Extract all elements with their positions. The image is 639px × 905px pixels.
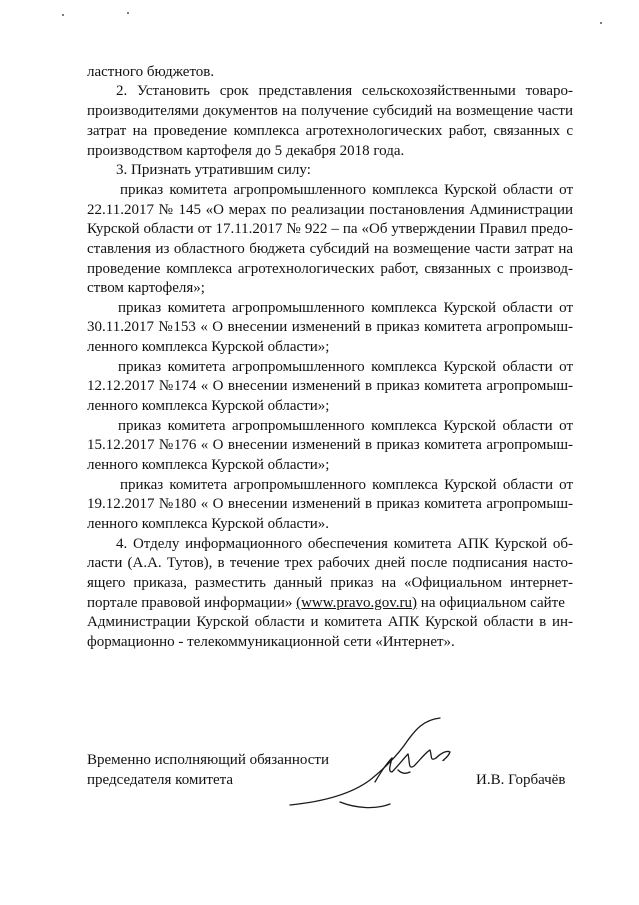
text-line: приказ комитета агропромышленного комплекса Курской области от: [118, 359, 573, 375]
text-line: ленного комплекса Курской области»;: [87, 457, 330, 473]
text-line: 3. Признать утратившим силу:: [116, 162, 311, 178]
text-line: [87, 594, 565, 612]
text-line: 15.12.2017 №176 « О внесении изменений в приказ комитета агропромыш-: [87, 437, 573, 453]
text-line: приказ комитета агропромышленного комплекса Курской области от: [120, 477, 573, 493]
text-line: ленного комплекса Курской области»;: [87, 398, 330, 414]
text-line: 30.11.2017 №153 « О внесении изменений в приказ комитета агропромыш-: [87, 319, 573, 335]
text-line: 4. Отделу информационного обеспечения комитета АПК Курской об-: [116, 536, 573, 552]
text-line: затрат на проведение комплекса агротехнологических работ, связанных с: [87, 123, 573, 139]
text-line: ластного бюджетов.: [87, 64, 215, 80]
text-line: проведение комплекса агротехнологических работ, связанных с производ-: [87, 261, 573, 277]
signatory-position-line-2: председателя комитета: [87, 772, 234, 788]
text-line: приказ комитета агропромышленного комплекса Курской области от: [120, 182, 573, 198]
text-line: 22.11.2017 № 145 «О мерах по реализации постановления Администрации: [87, 202, 573, 218]
text-segment: на официальном сайте: [420, 595, 565, 611]
text-line: ством картофеля»;: [87, 280, 205, 296]
signatory-position-line-1: Временно исполняющий обязанности: [87, 752, 330, 768]
text-segment: портале правовой информации»: [87, 595, 293, 611]
scan-speck: [127, 12, 129, 14]
text-line: приказ комитета агропромышленного комплекса Курской области от: [118, 300, 573, 316]
scan-speck: [62, 14, 64, 16]
text-line: 2. Установить срок представления сельскохозяйственными товаро-: [116, 83, 573, 99]
signatory-name: И.В. Горбачёв: [476, 772, 566, 788]
text-line: Курской области от 17.11.2017 № 922 – па «Об утверждении Правил предо-: [87, 221, 573, 237]
text-line: ставления из областного бюджета субсидий на возмещение части затрат на: [87, 241, 573, 257]
text-line: Администрации Курской области и комитета АПК Курской области в ин-: [87, 614, 573, 630]
text-line: ленного комплекса Курской области».: [87, 516, 330, 532]
text-line: производителями документов на получение субсидий на возмещение части: [87, 103, 573, 119]
text-line: производством картофеля до 5 декабря 2018 года.: [87, 143, 405, 159]
text-line: ящего приказа, разместить данный приказ на «Официальном интернет-: [87, 575, 573, 591]
scan-speck: [600, 22, 602, 24]
pravo-gov-link[interactable]: (www.pravo.gov.ru): [296, 595, 418, 611]
text-line: 12.12.2017 №174 « О внесении изменений в приказ комитета агропромыш-: [87, 378, 573, 394]
handwritten-signature: [280, 710, 480, 830]
text-line: приказ комитета агропромышленного комплекса Курской области от: [118, 418, 573, 434]
text-line: формационно - телекоммуникационной сети «Интернет».: [87, 634, 455, 650]
text-line: ленного комплекса Курской области»;: [87, 339, 330, 355]
text-line: ласти (А.А. Тутов), в течение трех рабочих дней после подписания насто-: [87, 555, 573, 571]
text-line: 19.12.2017 №180 « О внесении изменений в приказ комитета агропромыш-: [87, 496, 573, 512]
